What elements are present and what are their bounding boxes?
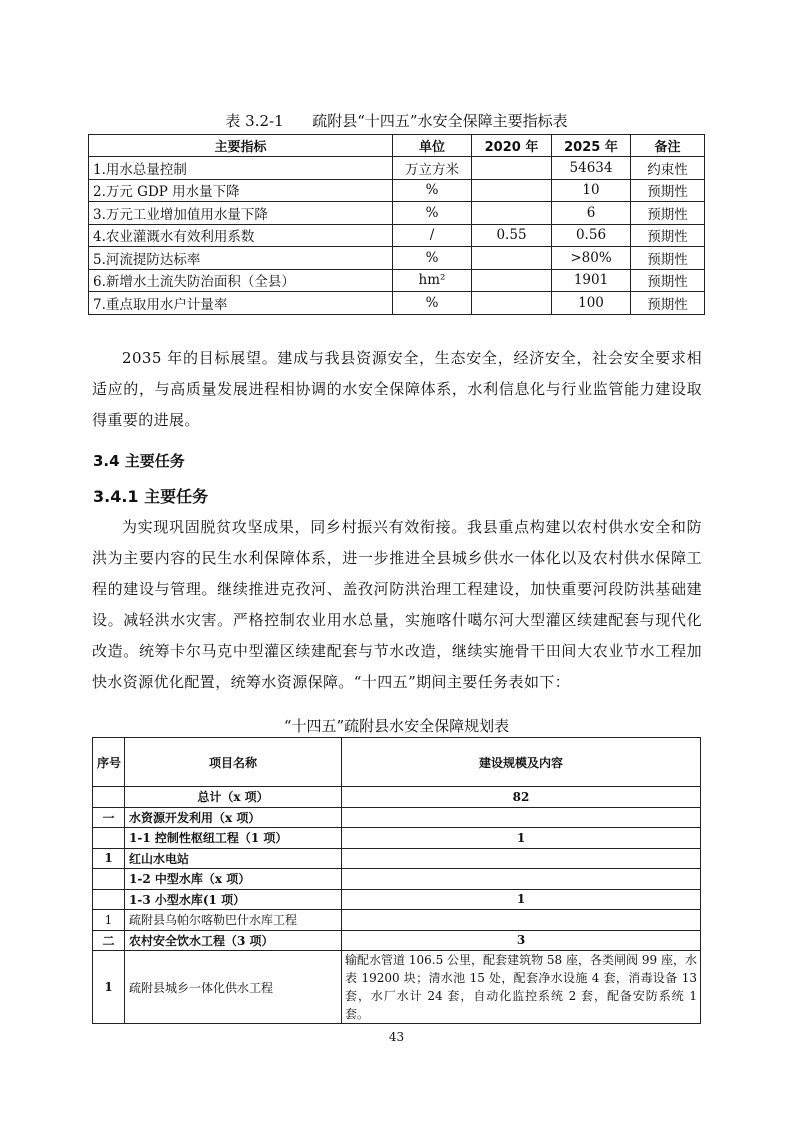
table-cell: 约束性 [631,157,705,180]
table-cell [93,889,125,910]
table-cell: 预期性 [631,247,705,270]
table-cell: 0.55 [472,224,552,247]
table-cell: 1901 [552,269,631,292]
table-row [93,807,701,828]
table-cell: >80% [552,247,631,270]
table-cell: 1-3 小型水库(1 项） [125,889,342,910]
table-cell [342,869,701,890]
paragraph-text: 为实现巩固脱贫攻坚成果，同乡村振兴有效衔接。我县重点构建以农村供水安全和防洪为主要内容的民生水利保障体系，进一步推进全县城乡供水一体化以及农村供水保障工程的建设与管理。继续推进克孜河、盖孜河防洪治理工程建设，加快重要河段防洪基础建设。减轻洪水灾害。严格控制农业用水总量，实施喀什噶尔河大型灌区续建配套与现代化改造。统筹卡尔马克中型灌区续建配套与节水改造，继续实施骨干田间大农业节水工程加快水资源优化配置，统筹水资源保障。“十四五”期间主要任务表如下： [92,518,702,691]
table-row [93,951,701,1024]
table-cell: hm² [393,269,472,292]
table-row [93,930,701,951]
plan-table-body [93,787,701,1024]
table-cell: 输配水管道 106.5 公里，配套建筑物 58 座，各类闸阀 99 座，水表 19200 块；清水池 15 处，配套净水设施 4 套，消毒设备 13 套，水厂水计 24 套，自动化监控系统 2 套，配备安防系统 1 套。 [342,951,701,1024]
table-cell: 1 [342,828,701,849]
section-heading: 3.4 主要任务 [93,452,185,470]
table-cell: / [393,224,472,247]
table-cell: 4.农业灌溉水有效利用系数 [89,224,393,247]
table-cell: 6 [552,202,631,225]
table-cell: 预期性 [631,202,705,225]
table-cell: 3 [342,930,701,951]
table-row [93,828,701,849]
subsection-heading: 3.4.1 主要任务 [93,487,209,506]
table-cell: 0.56 [552,224,631,247]
header-indicator: 主要指标 [89,135,393,157]
table-cell [472,269,552,292]
header-content: 建设规模及内容 [342,738,701,787]
table-row [89,292,705,315]
table-row [89,224,705,247]
table-cell: 5.河流提防达标率 [89,247,393,270]
table-cell: 预期性 [631,269,705,292]
header-unit: 单位 [393,135,472,157]
table-cell: 疏附县乌帕尔喀勒巴什水库工程 [125,910,342,931]
table-cell: 10 [552,179,631,202]
table-row [93,848,701,869]
table-cell: % [393,292,472,315]
header-2025: 2025 年 [552,135,631,157]
table-cell: 红山水电站 [125,848,342,869]
table-row [93,787,701,808]
table-row [89,157,705,180]
table-cell [342,910,701,931]
table-cell [472,157,552,180]
table-cell [472,202,552,225]
outlook-paragraph [92,343,702,436]
table-row [89,247,705,270]
table-row [93,910,701,931]
tasks-paragraph [92,512,702,698]
table-cell: % [393,247,472,270]
header-project: 项目名称 [125,738,342,787]
table-cell [472,179,552,202]
table-row [93,889,701,910]
table-cell: 54634 [552,157,631,180]
paragraph-text: 2035 年的目标展望。建成与我县资源安全，生态安全，经济安全，社会安全要求相适应的，与高质量发展进程相协调的水安全保障体系，水利信息化与行业监管能力建设取得重要的进展。 [92,349,702,429]
header-note: 备注 [631,135,705,157]
table-cell [93,869,125,890]
table-cell: 3.万元工业增加值用水量下降 [89,202,393,225]
table-cell: 6.新增水土流失防治面积（全县） [89,269,393,292]
table-cell: 预期性 [631,179,705,202]
table-cell: 7.重点取用水户计量率 [89,292,393,315]
table-cell: 1.用水总量控制 [89,157,393,180]
table-cell: 1 [93,910,125,931]
table-cell [93,787,125,808]
table-cell: 水资源开发利用（x 项） [125,807,342,828]
table2-caption: “十四五”疏附县水安全保障规划表 [283,717,510,735]
table-row [93,869,701,890]
table-cell: 万立方米 [393,157,472,180]
table-cell: 1 [342,889,701,910]
table-cell [342,848,701,869]
table-row [89,269,705,292]
table-cell: 1-1 控制性枢纽工程（1 项） [125,828,342,849]
plan-table [92,737,701,1024]
table-cell: 一 [93,807,125,828]
table-cell: 总计（x 项） [125,787,342,808]
table-cell: 农村安全饮水工程（3 项） [125,930,342,951]
table-cell: 1-2 中型水库（x 项） [125,869,342,890]
table-cell: % [393,202,472,225]
table-cell: 二 [93,930,125,951]
table-cell: 100 [552,292,631,315]
table-cell: 1 [93,848,125,869]
table-cell [93,828,125,849]
header-2020: 2020 年 [472,135,552,157]
table-row [89,202,705,225]
indicator-table [88,134,705,315]
table-cell [342,807,701,828]
table-cell: % [393,179,472,202]
table-cell: 2.万元 GDP 用水量下降 [89,179,393,202]
table-cell [472,247,552,270]
header-no: 序号 [93,738,125,787]
page-number: 43 [388,1030,405,1044]
table-cell [472,292,552,315]
table-row [89,179,705,202]
table-cell: 1 [93,951,125,1024]
table1-caption: 表 3.2-1 疏附县“十四五”水安全保障主要指标表 [225,112,568,130]
table-cell: 疏附县城乡一体化供水工程 [125,951,342,1024]
indicator-table-body [89,157,705,315]
table-cell: 82 [342,787,701,808]
table-cell: 预期性 [631,224,705,247]
table-cell: 预期性 [631,292,705,315]
